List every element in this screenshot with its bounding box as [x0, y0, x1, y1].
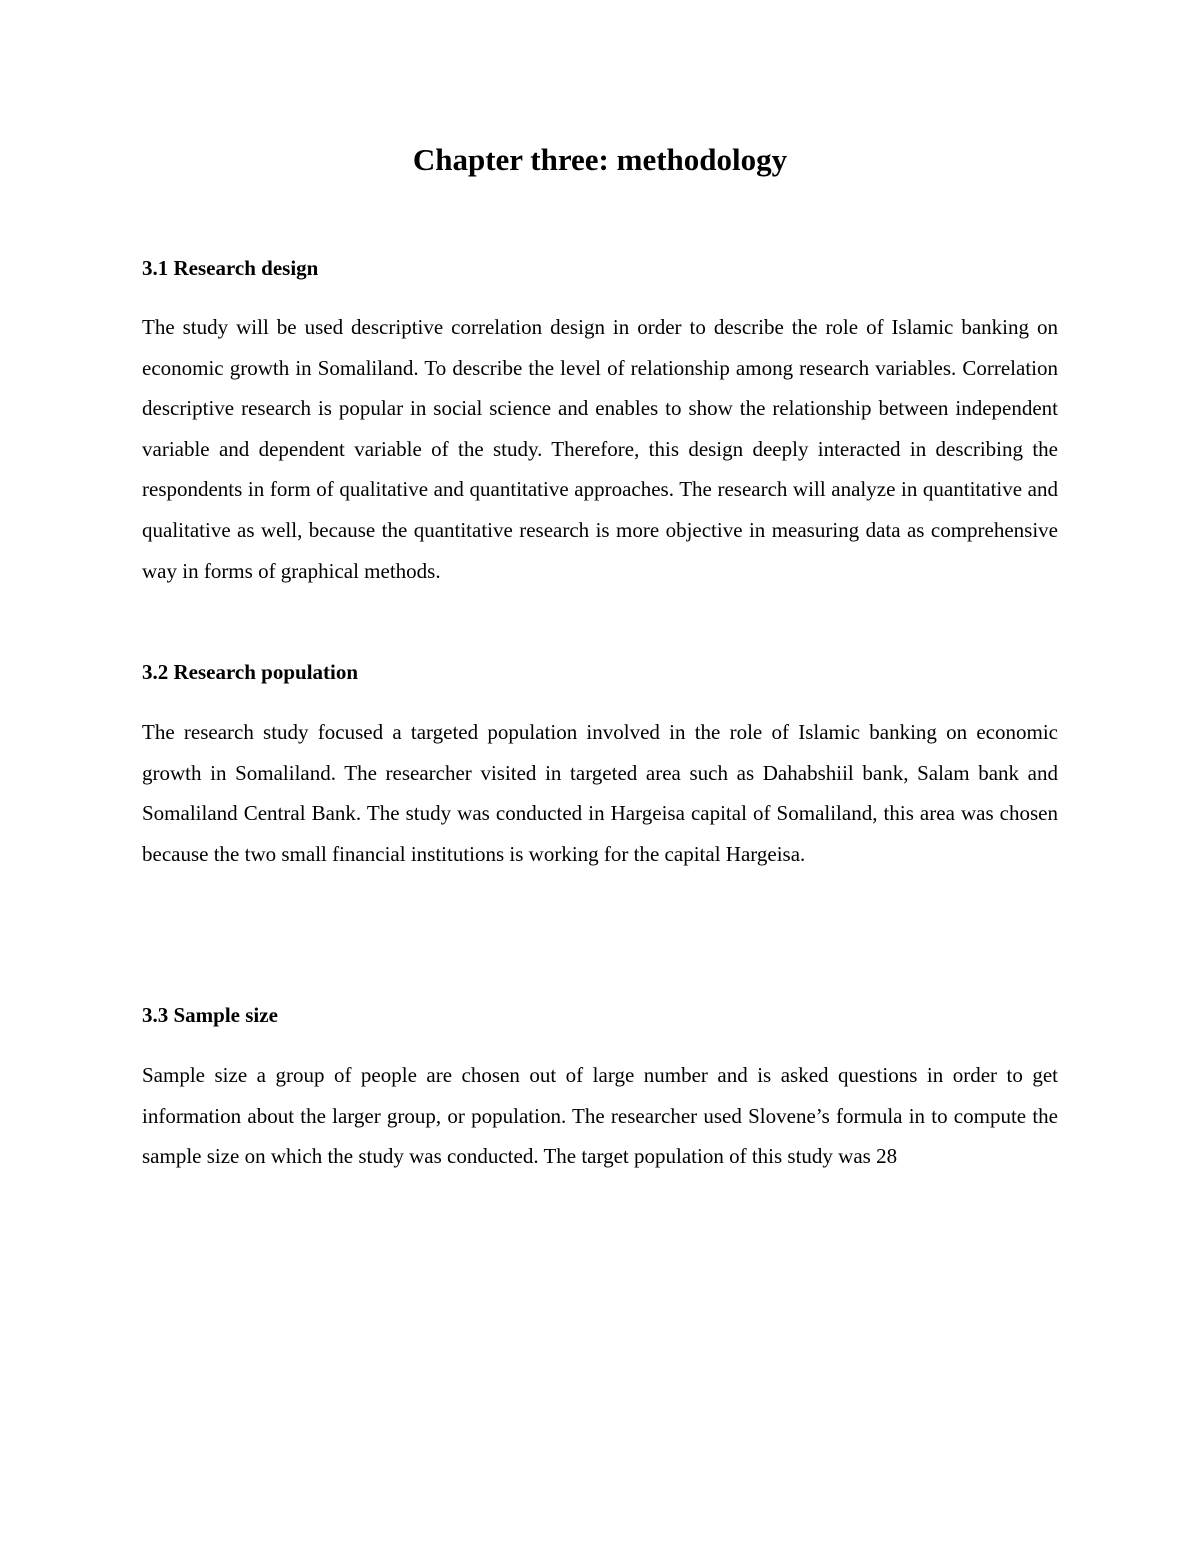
section-body-research-design: The study will be used descriptive correlation design in order to describe the role of Islamic banking on economic growth in Somaliland. To describe the level of relationship among research variables. Correlation descriptive research is popular in social science and enables to show the relationship between independent variable and dependent variable of the study. Therefore, this design deeply interacted in describing the respondents in form of qualitative and quantitative approaches. The research will analyze in quantitative and qualitative as well, because the quantitative research is more objective in measuring data as comprehensive way in forms of graphical methods.: [142, 315, 1058, 583]
section-heading-sample-size: 3.3 Sample size: [142, 1003, 278, 1027]
section-heading-research-design: 3.1 Research design: [142, 256, 319, 280]
section-heading-research-population: 3.2 Research population: [142, 660, 359, 684]
section-body-sample-size: Sample size a group of people are chosen out of large number and is asked questions in order to get information about the larger group, or population. The researcher used Slovene’s formula in to compute the sample size on which the study was conducted. The target population of this study was 28: [142, 1063, 1058, 1169]
page-title: Chapter three: methodology: [412, 142, 788, 177]
section-body-research-population: The research study focused a targeted population involved in the role of Islamic banking on economic growth in Somaliland. The researcher visited in targeted area such as Dahabshiil bank, Salam bank and Somaliland Central Bank. The study was conducted in Hargeisa capital of Somaliland, this area was chosen because the two small financial institutions is working for the capital Hargeisa.: [142, 720, 1058, 866]
